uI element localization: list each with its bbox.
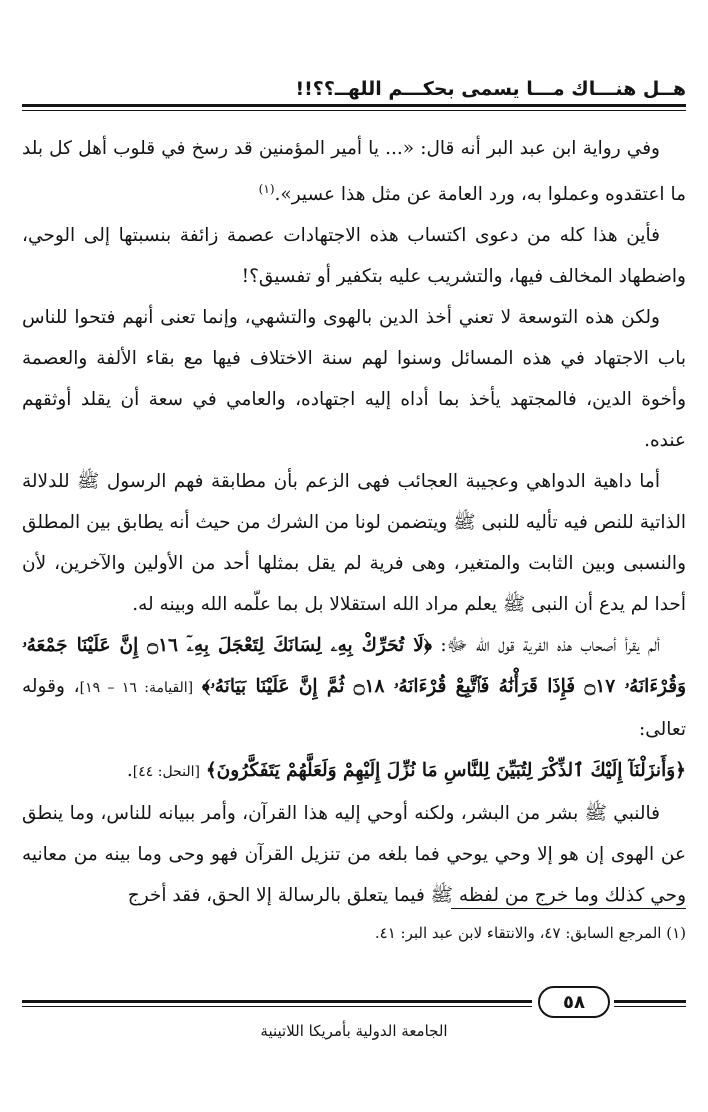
quran-ref-2: [النحل: ٤٤] bbox=[132, 764, 200, 781]
footnote-marker: (١) bbox=[258, 182, 275, 196]
paragraph-3: ولكن هذه التوسعة لا تعني أخذ الدين بالهوى والتشهي، وإنما تعنى أنهم فتحوا للناس باب الاجتهاد في هذه المسائل وسنوا لهم سنة الاختلاف فيها مع بقاء الألفة والعصمة وأخوة الدين، فالمجتهد يأخذ بما أداه إليه اجتهاده، والعامي في سعة أن يقلد أوثقهم عنده. bbox=[22, 307, 686, 452]
quran-connector: ، وقوله تعالى: bbox=[22, 676, 686, 741]
body-text bbox=[22, 128, 686, 916]
quran-intro: ألم يقرأ أصحاب هذه الفرية قول الله ﷻ: bbox=[440, 635, 660, 657]
header-rule-thin bbox=[22, 110, 686, 111]
header-rule bbox=[22, 104, 686, 107]
paragraph-4: أما داهية الدواهي وعجيبة العجائب فهى الزعم بأن مطابقة فهم الرسول ﷺ للدلالة الذاتية للنص فيه تأليه للنبى ﷺ ويتضمن لونا من الشرك من حيث أنه يطابق بين المطلق والنسبى وبين الثابت والمتغير، وهى فرية لم يقل بمثلها أحد من الأولين والآخرين، لأن أحدا لم يدع أن النبى ﷺ يعلم مراد الله استقلالا بل بما علّمه الله وبينه له. bbox=[22, 471, 686, 616]
paragraph-2: فأين هذا كله من دعوى اكتساب هذه الاجتهادات عصمة زائفة بنسبتها إلى الوحي، واضطهاد المخالف فيها، والتشريب عليه بتكفير أو تفسيق؟! bbox=[22, 225, 686, 288]
quran-verse-1: ﴿لَا تُحَرِّكْ بِهِۦ لِسَانَكَ لِتَعْجَلَ بِهِۦٓ ۝١٦ إِنَّ عَلَيْنَا جَمْعَهُۥ وَقُرْءَانَهُۥ ۝١٧ فَإِذَا قَرَأْنَٰهُ فَٱتَّبِعْ قُرْءَانَهُۥ ۝١٨ ثُمَّ إِنَّ عَلَيْنَا بَيَانَهُۥ﴾ bbox=[22, 635, 687, 698]
footer-rule bbox=[22, 1000, 532, 1003]
footer-rule-right-thin bbox=[614, 1006, 686, 1007]
page-number: ٥٨ bbox=[538, 986, 610, 1018]
paragraph-quran-2: ﴿وَأَنزَلْنَآ إِلَيْكَ ٱلذِّكْرَ لِتُبَيِّنَ لِلنَّاسِ مَا نُزِّلَ إِلَيْهِمْ وَلَعَلَّهُمْ يَتَفَكَّرُونَ﴾ [النحل: ٤٤]. bbox=[126, 760, 686, 782]
footer-publisher: الجامعة الدولية بأمريكا اللاتينية bbox=[260, 1022, 448, 1040]
running-title: هــل هنـــاك مـــا يسمى بحكـــم اللهــ؟؟!! bbox=[295, 78, 686, 100]
footnote-rule bbox=[451, 908, 686, 909]
footnote: (١) المرجع السابق: ٤٧، والانتقاء لابن عبد البر: ٤١. bbox=[374, 924, 686, 942]
quran-ref-1: [القيامة: ١٦ – ١٩] bbox=[79, 680, 194, 697]
footer-rule-thin bbox=[22, 1006, 532, 1007]
paragraph-quran bbox=[22, 625, 686, 750]
quran-verse-2: ﴿وَأَنزَلْنَآ إِلَيْكَ ٱلذِّكْرَ لِتُبَيِّنَ لِلنَّاسِ مَا نُزِّلَ إِلَيْهِمْ وَلَعَلَّهُمْ يَتَفَكَّرُونَ﴾ bbox=[205, 760, 686, 782]
paragraph-last: فالنبي ﷺ بشر من البشر، ولكنه أوحي إليه هذا القرآن، وأمر ببيانه للناس، وما ينطق عن الهوى إن هو إلا وحي يوحي فما بلغه من تنزيل القرآن فهو وحى وما بينه من معانيه وحي كذلك وما خرج من لفظه ﷺ فيما يتعلق بالرسالة إلا الحق، فقد أخرج bbox=[22, 803, 686, 907]
footer-rule-right bbox=[614, 1000, 686, 1003]
paragraph-1: وفي رواية ابن عبد البر أنه قال: «... يا أمير المؤمنين قد رسخ في قلوب أهل كل بلد ما اعتقدوه وعملوا به، ورد العامة عن مثل هذا عسير».$^{(١)}$ bbox=[22, 138, 686, 206]
